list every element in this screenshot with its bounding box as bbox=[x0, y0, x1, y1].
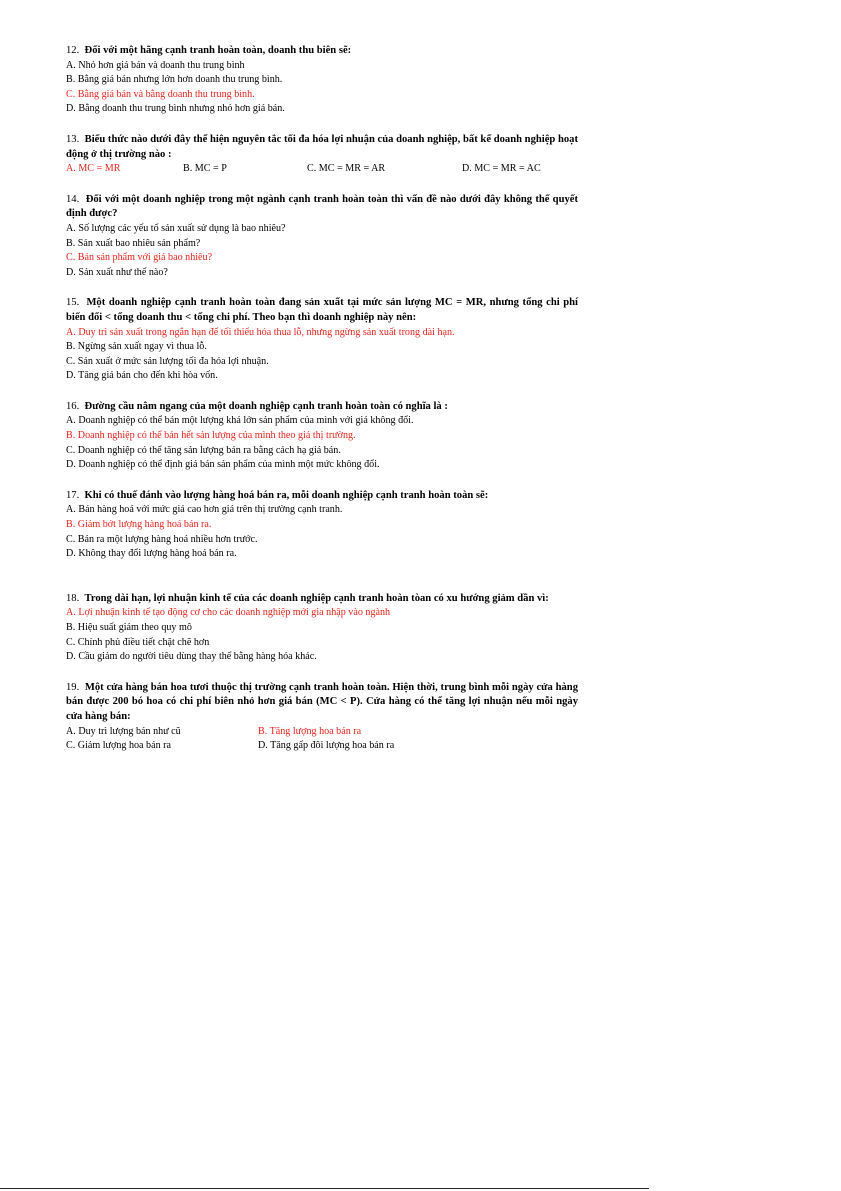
option-c: C. Giảm lượng hoa bán ra bbox=[66, 740, 171, 752]
option-a-correct: A. MC = MR bbox=[66, 163, 121, 175]
option-c: C. Bán ra một lượng hàng hoá nhiều hơn trước. bbox=[66, 533, 258, 545]
question-number: 17. bbox=[66, 489, 80, 501]
option-c-correct: C. Bán sản phẩm với giá bao nhiêu? bbox=[66, 252, 213, 264]
exam-page bbox=[66, 44, 578, 754]
option-c: C. Sản xuất ở mức sản lượng tối đa hóa lợi nhuận. bbox=[66, 355, 269, 367]
option-a-correct: A. Lợi nhuận kinh tế tạo động cơ cho các doanh nghiệp mới gia nhập vào ngành bbox=[66, 607, 391, 619]
option-b: B. Ngừng sản xuất ngay vì thua lỗ. bbox=[66, 341, 207, 353]
question-number: 14. bbox=[66, 193, 80, 205]
option-d: D. MC = MR = AC bbox=[462, 163, 541, 175]
option-c: C. Chính phủ điều tiết chặt chẽ hơn bbox=[66, 636, 210, 648]
question-19 bbox=[66, 681, 578, 754]
question-13 bbox=[66, 133, 578, 177]
option-c: C. MC = MR = AR bbox=[307, 163, 386, 175]
options-row bbox=[66, 162, 578, 177]
option-b: B. Bằng giá bán nhưng lớn hơn doanh thu trung bình. bbox=[66, 74, 283, 86]
page-bottom-rule bbox=[0, 1188, 649, 1189]
question-stem: Một cửa hàng bán hoa tươi thuộc thị trường cạnh tranh hoàn toàn. Hiện thời, trung bình mỗi ngày cửa hàng bán được 200 bó hoa có chi phí biên nhỏ hơn giá bán (MC < P). Cửa hàng có thể tăng lợi nhuận nếu mỗi ngày cửa hàng bán: bbox=[66, 681, 578, 722]
option-d: D. Tăng gấp đôi lượng hoa bán ra bbox=[258, 740, 395, 752]
question-14 bbox=[66, 193, 578, 281]
option-c-correct: C. Bằng giá bán và bằng doanh thu trung bình. bbox=[66, 88, 255, 100]
option-d: D. Tăng giá bán cho đến khi hòa vốn. bbox=[66, 370, 218, 382]
question-stem: Một doanh nghiệp cạnh tranh hoàn toàn đang sản xuất tại mức sản lượng MC = MR, nhưng tổng chi phí biến đổi < tổng doanh thu < tổng chi phí. Theo bạn thì doanh nghiệp này nên: bbox=[66, 297, 579, 323]
option-b: B. Hiệu suất giảm theo quy mô bbox=[66, 622, 192, 633]
option-a-correct: A. Duy trì sản xuất trong ngắn hạn để tối thiểu hóa thua lỗ, nhưng ngừng sản xuất trong dài hạn. bbox=[66, 326, 455, 338]
question-stem: Trong dài hạn, lợi nhuận kinh tế của các doanh nghiệp cạnh tranh hoàn tòan có xu hướng giảm dần vì: bbox=[84, 592, 549, 604]
option-a: A. Duy trì lượng bán như cũ bbox=[66, 725, 181, 737]
question-number: 16. bbox=[66, 400, 80, 412]
option-a: A. Doanh nghiệp có thể bán một lượng khá lớn sản phẩm của mình với giá không đổi. bbox=[66, 415, 414, 427]
question-18 bbox=[66, 592, 578, 665]
question-stem: Đường cầu nằm ngang của một doanh nghiệp cạnh tranh hoàn toàn có nghĩa là : bbox=[84, 400, 448, 412]
question-number: 19. bbox=[66, 681, 80, 693]
question-number: 13. bbox=[66, 133, 80, 145]
question-number: 12. bbox=[66, 45, 80, 56]
option-b-correct: B. Doanh nghiệp có thể bán hết sản lượng của mình theo giá thị trường. bbox=[66, 430, 356, 442]
option-b-correct: B. Tăng lượng hoa bán ra bbox=[258, 725, 362, 737]
question-stem: Khi có thuế đánh vào lượng hàng hoá bán ra, mỗi doanh nghiệp cạnh tranh hoàn toàn sẽ: bbox=[84, 489, 489, 501]
question-stem: Biểu thức nào dưới đây thể hiện nguyên tắc tối đa hóa lợi nhuận của doanh nghiệp, bất kể doanh nghiệp hoạt động ở thị trường nào : bbox=[66, 133, 578, 160]
question-17 bbox=[66, 489, 578, 562]
option-b: B. Sản xuất bao nhiêu sản phẩm? bbox=[66, 237, 201, 249]
question-16 bbox=[66, 400, 578, 473]
option-b-correct: B. Giảm bớt lượng hàng hoá bán ra. bbox=[66, 519, 212, 531]
option-d: D. Sản xuất như thế nào? bbox=[66, 266, 168, 278]
option-c: C. Doanh nghiệp có thể tăng sản lượng bán ra bằng cách hạ giá bán. bbox=[66, 444, 341, 456]
question-stem: Đối với một hãng cạnh tranh hoàn toàn, doanh thu biên sẽ: bbox=[84, 45, 352, 56]
option-a: A. Nhỏ hơn giá bán và doanh thu trung bình bbox=[66, 59, 245, 71]
options-row-2 bbox=[66, 739, 578, 754]
option-d: D. Doanh nghiệp có thể định giá bán sản phẩm của mình một mức không đổi. bbox=[66, 459, 380, 471]
question-15 bbox=[66, 296, 578, 384]
question-stem: Đối với một doanh nghiệp trong một ngành cạnh tranh hoàn toàn thì vấn đề nào dưới đây không thể quyết định được? bbox=[66, 193, 578, 220]
option-d: D. Cầu giảm do người tiêu dùng thay thế bằng hàng hóa khác. bbox=[66, 651, 317, 663]
option-d: D. Bằng doanh thu trung bình nhưng nhỏ hơn giá bán. bbox=[66, 103, 285, 115]
option-a: A. Bán hàng hoá với mức giá cao hơn giá trên thị trường cạnh tranh. bbox=[66, 504, 343, 516]
question-number: 15. bbox=[66, 297, 80, 309]
options-row-1 bbox=[66, 725, 578, 740]
option-a: A. Số lượng các yếu tố sản xuất sử dụng là bao nhiêu? bbox=[66, 222, 286, 234]
question-number: 18. bbox=[66, 592, 80, 604]
question-12 bbox=[66, 44, 578, 117]
option-b: B. MC = P bbox=[183, 163, 227, 175]
option-d: D. Không thay đổi lượng hàng hoá bán ra. bbox=[66, 548, 237, 560]
